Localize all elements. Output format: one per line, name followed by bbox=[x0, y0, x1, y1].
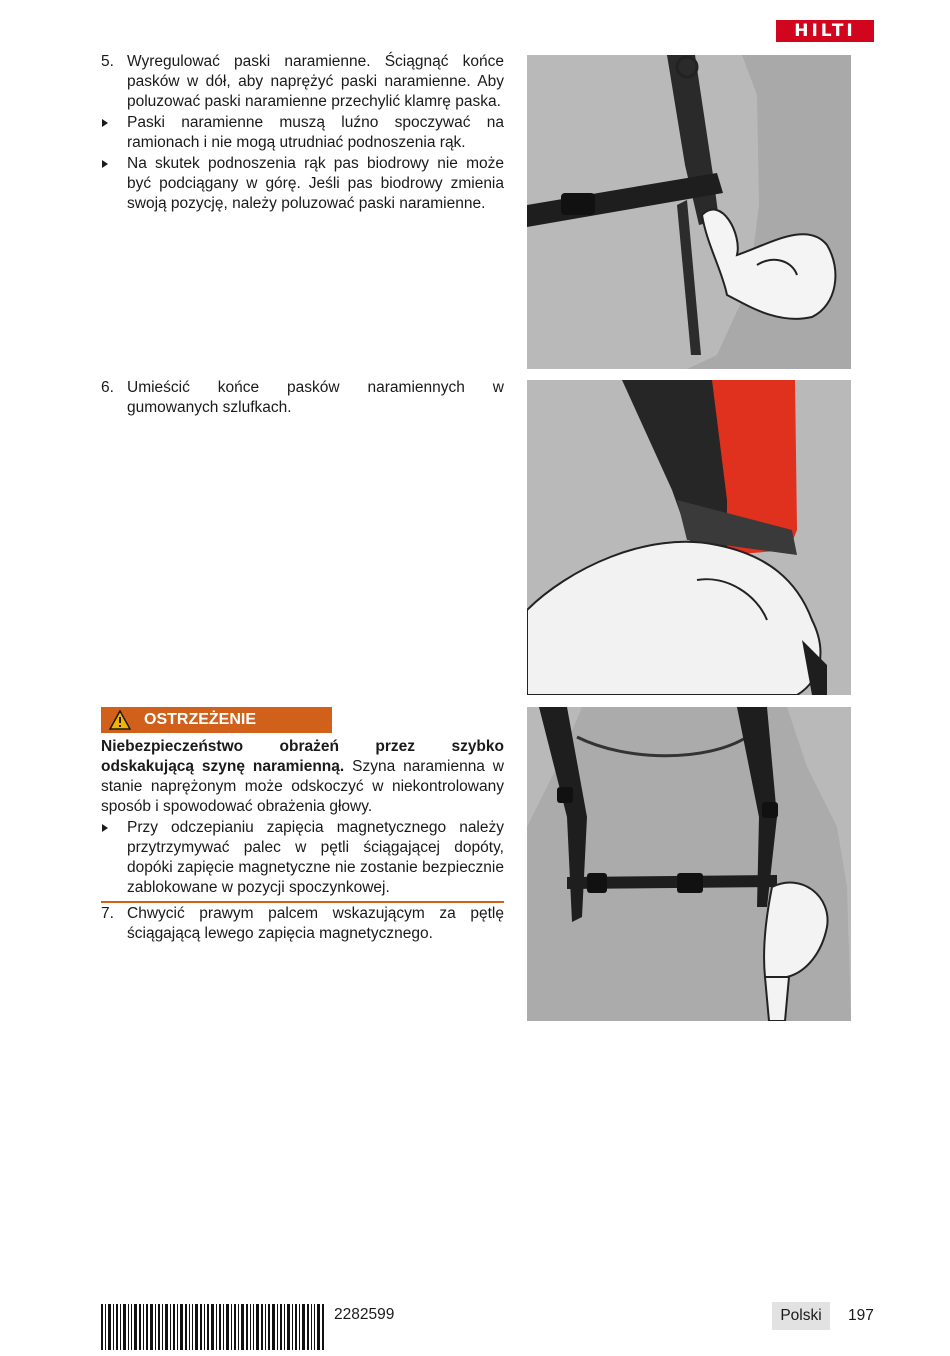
product-code: 2282599 bbox=[334, 1306, 395, 1323]
bullet-text: Na skutek podnoszenia rąk pas biodrowy nie może być podciągany w górę. Jeśli pas biodrowy zmienia swoją pozycję, należy poluzować paski naramienne. bbox=[127, 155, 504, 212]
warning-header bbox=[101, 707, 332, 733]
warning-triangle-icon bbox=[109, 710, 131, 739]
language-label: Polski bbox=[772, 1302, 830, 1330]
step-7 bbox=[101, 904, 504, 944]
barcode bbox=[101, 1304, 326, 1356]
step-number: 7. bbox=[101, 905, 114, 922]
illustration-strap-loop bbox=[527, 380, 851, 695]
step-text: Umieścić końce pasków naramiennych w gumowanych szlufkach. bbox=[127, 379, 504, 416]
warning-title: OSTRZEŻENIE bbox=[144, 711, 257, 728]
warning-text: Szyna naramienna w stanie naprężonym może odskoczyć w niekontrolowany sposób i spowodować obrażenia głowy. bbox=[101, 758, 505, 815]
step-6-instruction bbox=[101, 378, 504, 418]
triangle-bullet-icon bbox=[102, 119, 108, 127]
step-6 bbox=[101, 378, 504, 418]
step-5-instruction bbox=[101, 52, 504, 112]
warning-bold-text: Niebezpieczeństwo obrażeń przez szybko odskakującą szynę naramienną. bbox=[101, 738, 504, 775]
hilti-logo: HILTI bbox=[776, 20, 874, 42]
step-text: Wyregulować paski naramienne. Ściągnąć końce pasków w dół, aby naprężyć paski naramienne. Aby poluzować paski naramienne przechylić klamrę paska. bbox=[127, 53, 504, 110]
step-number: 5. bbox=[101, 53, 114, 70]
step-5 bbox=[101, 52, 504, 214]
page-number: 197 bbox=[848, 1307, 874, 1324]
warning-bullet bbox=[101, 818, 504, 898]
warning-body bbox=[101, 737, 504, 817]
bullet-text: Przy odczepianiu zapięcia magnetycznego należy przytrzymywać palec w pętli ściągającej dopóty, dopóki zapięcie magnetyczne nie zostanie bezpiecznie zablokowane w pozycji spoczynkowej. bbox=[127, 819, 504, 896]
step-7-instruction bbox=[101, 904, 504, 944]
illustration-chest-strap bbox=[527, 707, 851, 1021]
step-5-bullet-2 bbox=[101, 154, 504, 214]
step-number: 6. bbox=[101, 379, 114, 396]
step-text: Chwycić prawym palcem wskazującym za pętlę ściągającą lewego zapięcia magnetycznego. bbox=[127, 905, 504, 942]
illustration-shoulder-strap-adjust bbox=[527, 55, 851, 369]
warning-divider bbox=[101, 901, 504, 903]
warning-section bbox=[101, 707, 504, 903]
step-5-bullet-1 bbox=[101, 113, 504, 153]
triangle-bullet-icon bbox=[102, 824, 108, 832]
triangle-bullet-icon bbox=[102, 160, 108, 168]
bullet-text: Paski naramienne muszą luźno spoczywać na ramionach i nie mogą utrudniać podnoszenia rąk. bbox=[127, 114, 504, 151]
